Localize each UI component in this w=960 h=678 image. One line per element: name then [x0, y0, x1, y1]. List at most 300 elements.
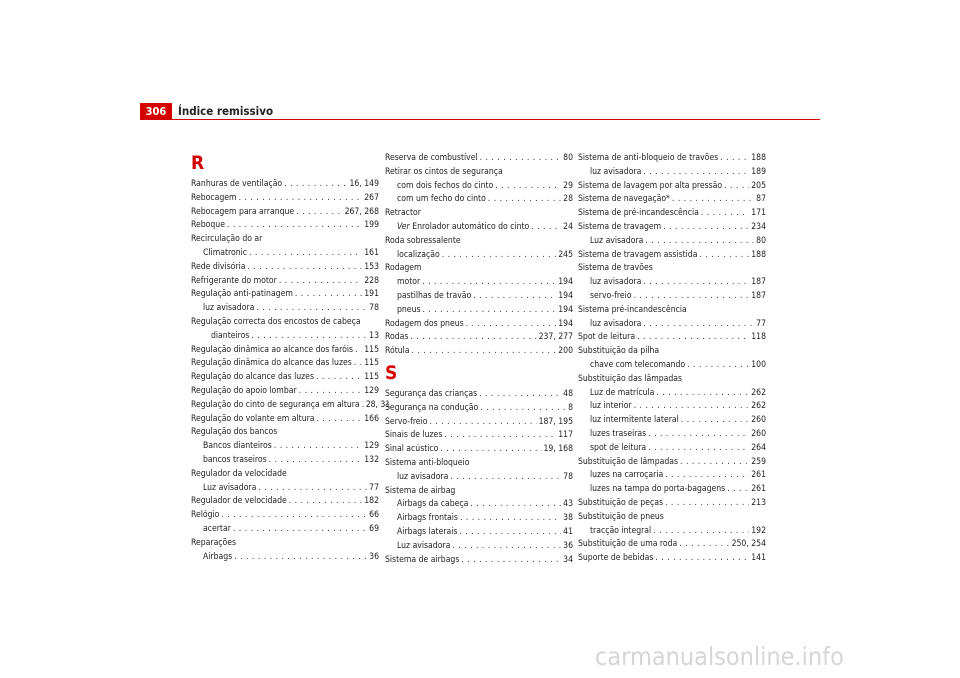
entry-label	[191, 275, 277, 289]
index-entry	[578, 193, 766, 207]
entry-label	[191, 357, 352, 371]
entry-label	[397, 304, 421, 318]
entry-page-ref: 78	[563, 471, 573, 482]
entry-text: Sinal acústico	[385, 444, 439, 455]
index-entry	[385, 402, 573, 416]
entry-label	[191, 219, 225, 233]
index-entry	[191, 385, 379, 399]
index-entry	[578, 276, 766, 290]
dot-leader	[249, 330, 367, 344]
index-entry	[578, 221, 766, 235]
dot-leader	[315, 413, 363, 427]
dot-leader	[471, 290, 556, 304]
dot-leader	[438, 443, 541, 457]
index-entry	[385, 471, 573, 485]
entry-label	[397, 180, 493, 194]
entry-page-ref: 267	[364, 192, 379, 203]
entry-label	[191, 192, 237, 206]
dot-leader	[314, 371, 362, 385]
entry-label	[385, 331, 408, 345]
entry-page-ref: 189	[751, 166, 766, 177]
dot-leader	[632, 290, 750, 304]
entry-label	[578, 331, 635, 345]
entry-label	[397, 290, 471, 304]
index-entry	[578, 456, 766, 470]
entry-text: Rebocagem para arranque	[191, 206, 295, 217]
index-entry	[191, 288, 379, 302]
entry-text: localização	[397, 249, 440, 260]
entry-text: Regulador de velocidade	[191, 496, 287, 507]
entry-label	[191, 261, 245, 275]
index-entry	[385, 388, 573, 402]
dot-leader	[440, 249, 557, 263]
entry-label	[578, 180, 722, 194]
entry-text: Sistema de airbags	[385, 554, 460, 565]
index-entry	[578, 497, 766, 511]
entry-label	[191, 344, 353, 358]
entry-page-ref: 262	[751, 387, 766, 398]
entry-text: Regulação do volante em altura	[191, 413, 315, 424]
entry-label	[191, 385, 297, 399]
entry-page-ref: 141	[751, 553, 766, 564]
entry-text: Regulação anti-patinagem	[191, 289, 293, 300]
entry-text: Enrolador automático do cinto	[412, 221, 530, 232]
page-number-badge: 306	[140, 103, 172, 120]
index-entry: Regulação correcta dos encostos de cabeça	[191, 316, 361, 327]
dot-leader	[646, 442, 749, 456]
index-entry	[578, 442, 766, 456]
dot-leader	[231, 523, 367, 537]
index-entry	[578, 318, 766, 332]
index-entry	[578, 387, 766, 401]
index-entry	[385, 331, 573, 345]
entry-page-ref: 100	[751, 359, 766, 370]
index-entry-list	[385, 388, 573, 567]
dot-leader	[225, 219, 362, 233]
index-entry	[385, 180, 573, 194]
index-entry	[578, 400, 766, 414]
entry-page-ref: 115	[364, 344, 379, 355]
entry-text: com dois fechos do cinto	[397, 180, 494, 191]
dot-leader	[632, 400, 750, 414]
entry-text: luz avisadora	[203, 303, 255, 314]
dot-leader	[653, 552, 749, 566]
entry-page-ref: 24	[563, 221, 573, 232]
dot-leader	[293, 288, 362, 302]
index-entry	[385, 345, 573, 359]
dot-leader	[722, 180, 749, 194]
dot-leader	[725, 483, 749, 497]
page-title: Índice remissivo	[178, 104, 274, 118]
entry-label	[385, 402, 478, 416]
dot-leader	[232, 551, 367, 565]
entry-page-ref: 161	[364, 247, 379, 258]
index-entry	[385, 221, 573, 235]
entry-page-ref: 260	[751, 428, 766, 439]
entry-page-ref: 192	[751, 525, 766, 536]
dot-leader	[477, 388, 561, 402]
index-entry	[191, 344, 379, 358]
entry-text: Sistema de travagem assistida	[578, 249, 698, 260]
index-entry	[191, 482, 379, 496]
entry-page-ref: 237, 277	[538, 332, 573, 343]
entry-page-ref: 245	[558, 249, 573, 260]
dot-leader	[237, 192, 363, 206]
entry-text: Regulação do alcance das luzes	[191, 372, 314, 383]
dot-leader	[641, 318, 754, 332]
dot-leader	[643, 235, 754, 249]
index-entry	[578, 538, 766, 552]
entry-page-ref: 194	[558, 290, 573, 301]
dot-leader	[245, 261, 362, 275]
entry-page-ref: 115	[364, 372, 379, 383]
dot-leader	[464, 318, 557, 332]
entry-label	[590, 400, 632, 414]
dot-leader	[685, 359, 749, 373]
entry-page-ref: 187	[751, 290, 766, 301]
dot-leader	[459, 554, 561, 568]
entry-page-ref: 261	[751, 484, 766, 495]
entry-page-ref: 228	[364, 275, 379, 286]
index-entry	[385, 540, 573, 554]
index-entry	[578, 180, 766, 194]
entry-label	[385, 443, 438, 457]
entry-page-ref: 188	[751, 249, 766, 260]
index-entry-list	[578, 152, 766, 566]
entry-text: luz avisadora	[590, 166, 642, 177]
index-entry: Roda sobressalente	[385, 235, 461, 246]
entry-text: bancos traseiros	[203, 454, 267, 465]
entry-label	[397, 249, 440, 263]
entry-label	[590, 428, 646, 442]
dot-leader	[677, 538, 729, 552]
entry-label	[203, 551, 232, 565]
entry-text: Sistema de anti-bloqueio de travões	[578, 153, 719, 163]
entry-label	[578, 207, 699, 221]
entry-text: Reserva de combustível	[385, 153, 478, 163]
entry-page-ref: 194	[558, 277, 573, 288]
dot-leader	[421, 304, 557, 318]
entry-label	[397, 471, 448, 485]
dot-leader	[699, 207, 749, 221]
entry-page-ref: 87	[756, 194, 766, 205]
entry-page-ref: 187, 195	[538, 416, 573, 427]
entry-label	[578, 193, 670, 207]
entry-text: Substituição de uma roda	[578, 539, 678, 550]
entry-label	[590, 387, 654, 401]
entry-page-ref: 8	[568, 402, 573, 413]
entry-label	[397, 498, 468, 512]
entry-page-ref: 166	[364, 413, 379, 424]
entry-page-ref: 267, 268	[344, 206, 379, 217]
dot-leader	[247, 247, 362, 261]
index-entry	[191, 509, 379, 523]
entry-text: Luz de matrícula	[590, 387, 655, 398]
index-entry	[578, 483, 766, 497]
dot-leader	[254, 302, 367, 316]
entry-text: Airbags laterais	[397, 526, 458, 537]
dot-leader	[297, 385, 363, 399]
entry-page-ref: 28, 31	[365, 399, 391, 410]
dot-leader	[219, 509, 367, 523]
entry-page-ref: 80	[756, 235, 766, 246]
dot-leader	[670, 193, 754, 207]
entry-label	[203, 247, 247, 261]
entry-page-ref: 194	[558, 318, 573, 329]
index-entry	[191, 551, 379, 565]
entry-label	[578, 552, 653, 566]
index-column-1	[191, 152, 391, 564]
index-entry: Recirculação do ar	[191, 234, 263, 245]
entry-label	[203, 454, 267, 468]
entry-text: Substituição de peças	[578, 497, 663, 508]
entry-text: Sistema de travagem	[578, 221, 662, 232]
entry-page-ref: 36	[369, 551, 379, 562]
index-entry	[578, 166, 766, 180]
entry-page-ref: 264	[751, 442, 766, 453]
index-entry	[191, 399, 391, 413]
entry-page-ref: 16, 149	[349, 179, 379, 189]
entry-text: spot de leitura	[590, 442, 647, 453]
entry-text: Luz avisadora	[397, 540, 451, 551]
dot-leader	[267, 454, 363, 468]
dot-leader	[651, 525, 749, 539]
index-entry: Reparações	[191, 537, 237, 548]
entry-text: luz intermitente lateral	[590, 415, 679, 426]
index-entry: Substituição da pilha	[578, 346, 660, 357]
entry-text: tracção integral	[590, 525, 652, 536]
entry-page-ref: 115	[364, 358, 379, 369]
entry-label	[385, 152, 478, 166]
dot-leader	[458, 512, 561, 526]
index-entry	[385, 152, 573, 166]
entry-label	[397, 276, 420, 290]
dot-leader	[486, 193, 561, 207]
entry-label	[578, 152, 718, 166]
index-entry	[385, 304, 573, 318]
index-entry: Sistema pré-incandescência	[578, 304, 687, 315]
index-column-3	[578, 152, 766, 566]
entry-page-ref: 77	[369, 482, 379, 493]
dot-leader	[678, 456, 749, 470]
entry-text: Suporte de bebidas	[578, 553, 654, 564]
entry-page-ref: 199	[364, 220, 379, 231]
entry-label	[397, 221, 529, 235]
entry-text: Sinais de luzes	[385, 430, 443, 441]
index-entry	[578, 359, 766, 373]
entry-text: luzes na carroçaria	[590, 470, 664, 481]
entry-page-ref: 129	[364, 385, 379, 396]
header-divider	[172, 119, 820, 121]
entry-label	[590, 290, 632, 304]
entry-text: Airbags da cabeça	[397, 499, 469, 510]
dot-leader	[478, 402, 566, 416]
index-entry	[578, 469, 766, 483]
entry-text: Segurança das crianças	[385, 388, 478, 399]
entry-text: Regulação do apoio lombar	[191, 385, 297, 396]
entry-text: Spot de leitura	[578, 332, 636, 343]
entry-label	[191, 288, 293, 302]
entry-label	[385, 429, 442, 443]
index-entry	[578, 428, 766, 442]
index-entry	[191, 275, 379, 289]
entry-page-ref: 118	[751, 332, 766, 343]
entry-text: Substituição de lâmpadas	[578, 456, 679, 467]
entry-text: Refrigerante do motor	[191, 275, 277, 286]
entry-label	[203, 302, 254, 316]
entry-label	[578, 456, 678, 470]
index-entry: Retractor	[385, 208, 421, 219]
entry-page-ref: 262	[751, 401, 766, 412]
entry-page-ref: 153	[364, 261, 379, 272]
dot-leader	[529, 221, 561, 235]
entry-label	[385, 345, 410, 359]
entry-label	[590, 318, 641, 332]
section-letter-s: S	[385, 361, 398, 384]
index-entry	[191, 413, 379, 427]
dot-leader	[282, 178, 347, 192]
section-letter-r: R	[191, 152, 205, 174]
index-entry: Sistema de travões	[578, 263, 653, 274]
entry-text: com um fecho do cinto	[397, 194, 486, 205]
dot-leader	[468, 498, 561, 512]
index-entry	[385, 290, 573, 304]
entry-text: Reboque	[191, 220, 225, 231]
entry-text: acertar	[203, 523, 231, 534]
index-entry	[385, 498, 573, 512]
index-entry	[578, 331, 766, 345]
dot-leader	[277, 275, 362, 289]
entry-page-ref: 41	[563, 526, 573, 537]
dot-leader	[442, 429, 556, 443]
entry-label	[590, 483, 725, 497]
dot-leader	[256, 482, 367, 496]
entry-label	[578, 249, 697, 263]
entry-label	[191, 413, 315, 427]
dot-leader	[493, 180, 561, 194]
entry-text: servo-freio	[590, 290, 632, 301]
dot-leader	[641, 166, 749, 180]
entry-label	[578, 221, 661, 235]
entry-text: luzes traseiras	[590, 428, 647, 439]
dot-leader	[641, 276, 749, 290]
dot-leader	[646, 428, 749, 442]
entry-text: Rótula	[385, 346, 410, 357]
dot-leader	[272, 440, 362, 454]
entry-label	[590, 276, 641, 290]
index-entry	[385, 249, 573, 263]
dot-leader	[408, 331, 536, 345]
index-entry: Rodagem	[385, 263, 422, 274]
entry-text: Climatronic	[203, 247, 248, 258]
index-entry	[385, 429, 573, 443]
entry-text: Segurança na condução	[385, 402, 479, 413]
entry-text: luz avisadora	[590, 318, 642, 329]
dot-leader	[663, 469, 749, 483]
index-entry: Retirar os cintos de segurança	[385, 166, 503, 177]
entry-page-ref: 43	[563, 499, 573, 510]
entry-text: Sistema de pré-incandescência	[578, 208, 699, 219]
entry-page-ref: 205	[751, 180, 766, 191]
entry-page-ref: 38	[563, 513, 573, 524]
dot-leader	[410, 345, 557, 359]
index-entry	[578, 152, 766, 166]
index-entry	[385, 443, 573, 457]
entry-page-ref: 19, 168	[543, 444, 573, 455]
entry-text: luz avisadora	[590, 277, 642, 288]
dot-leader	[654, 387, 749, 401]
entry-text: Airbags frontais	[397, 513, 458, 524]
index-entry	[578, 552, 766, 566]
entry-page-ref: 187	[751, 277, 766, 288]
entry-page-ref: 259	[751, 456, 766, 467]
entry-text: motor	[397, 277, 421, 288]
dot-leader	[450, 540, 561, 554]
entry-page-ref: 191	[364, 289, 379, 300]
index-entry	[191, 192, 379, 206]
entry-label	[385, 318, 464, 332]
index-entry	[191, 206, 379, 220]
index-entry: Sistema anti-bloqueio	[385, 457, 470, 468]
entry-label	[590, 525, 651, 539]
entry-text: Bancos dianteiros	[203, 441, 272, 452]
entry-label	[590, 414, 679, 428]
entry-page-ref: 129	[364, 441, 379, 452]
entry-label	[590, 442, 646, 456]
index-entry	[385, 276, 573, 290]
index-entry	[191, 302, 379, 316]
entry-page-ref: 69	[369, 523, 379, 534]
index-entry: Regulador da velocidade	[191, 468, 287, 479]
dot-leader	[457, 526, 561, 540]
entry-text: Sistema de lavagem por alta pressão	[578, 180, 723, 191]
entry-page-ref: 188	[751, 153, 766, 163]
entry-page-ref: 261	[751, 470, 766, 481]
entry-text: pneus	[397, 304, 421, 315]
index-entry	[191, 261, 379, 275]
index-entry	[385, 193, 573, 207]
entry-label	[191, 509, 219, 523]
dot-leader	[353, 344, 362, 358]
entry-label	[397, 540, 450, 554]
entry-text: Rodas	[385, 332, 409, 343]
entry-text: Rodagem dos pneus	[385, 318, 464, 329]
index-entry	[191, 440, 379, 454]
entry-page-ref: 213	[751, 497, 766, 508]
entry-text: luz interior	[590, 401, 632, 412]
dot-leader	[661, 221, 749, 235]
see-reference-prefix: Ver	[397, 221, 410, 232]
entry-text: Airbags	[203, 551, 233, 562]
entry-text: Regulação dinâmica do alcance das luzes	[191, 358, 352, 369]
dot-leader	[420, 276, 556, 290]
index-entry	[385, 554, 573, 568]
index-entry	[191, 495, 379, 509]
entry-text: Luz avisadora	[590, 235, 644, 246]
entry-page-ref: 28	[563, 194, 573, 205]
entry-page-ref: 250, 254	[731, 539, 766, 550]
entry-label	[385, 554, 459, 568]
entry-text: Ranhuras de ventilação	[191, 179, 283, 189]
entry-text: Regulação dinâmica ao alcance dos faróis	[191, 344, 354, 355]
entry-label	[385, 416, 427, 430]
entry-label	[385, 388, 477, 402]
dot-leader	[294, 206, 342, 220]
entry-page-ref: 117	[558, 430, 573, 441]
index-entry-list	[191, 178, 391, 564]
index-entry	[385, 318, 573, 332]
dot-leader	[448, 471, 561, 485]
